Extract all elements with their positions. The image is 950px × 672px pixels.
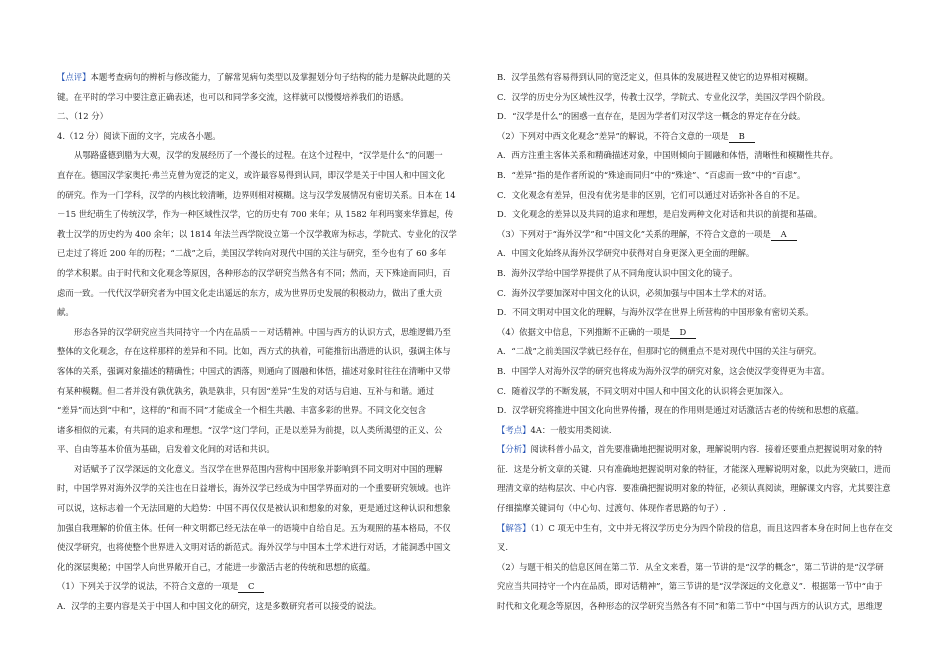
passage-line: 虑而一致。一代代汉学研究者为中国文化走出遥远的东方，成为世界历史发展的积极动力，做出了重大贡	[57, 287, 443, 298]
jieda2-line: 究应当共同持守一个内在品质，即对话精神”，第三节讲的是“汉学深远的文化意义”．根据第一节中“由于	[497, 581, 883, 592]
q2-option-c: C．文化观念有差异，但没有优劣是非的区别，它们可以通过对话弥补各自的不足。	[497, 189, 805, 200]
passage-line: 化的深层奥秘；中国学人向世界敞开自己，才能进一步激活古老的传统和思想的底蕴。	[57, 561, 376, 572]
passage-line: 有某种模糊。但二者并没有孰优孰劣，孰是孰非，只有因“差异”生发的对话与启迪、互补与和谐。通过	[57, 385, 435, 396]
q1-option-c: C．汉学的历史分为区域性汉学，传教士汉学，学院式、专业化汉学，美国汉学四个阶段。	[497, 91, 831, 102]
passage-paragraph-3	[57, 460, 489, 578]
passage-line: 整体的文化观念，存在这样那样的差异和不同。比如，西方式的执着，可能推衍出潜进的认识，强调主体与	[57, 346, 451, 357]
q2-option-b: B．“差异”指的是作者所说的“殊途而同归”中的“殊途”、“百虑而一致”中的“百虑”。	[497, 169, 806, 180]
passage-paragraph-2	[57, 323, 489, 460]
passage-line: 已走过了将近 200 年的历程；“二战”之后，美国汉学转向对现代中国的关注与研究，至今也有了 60 多年	[57, 248, 447, 259]
fenxi-line-2: 征．这是分析文章的关键．只有准确地把握说明对象的特征，才能深入理解说明对象，以此为突破口，进而	[497, 463, 891, 474]
q2-answer: B	[729, 131, 755, 143]
passage-line: 从鄂路盛德到腊为大观，汉学的发展经历了一个漫长的过程。在这个过程中，“汉学是什么”的问题一	[74, 150, 443, 161]
q1-option-d: D．“汉学是什么”的困惑一直存在，是因为学者们对汉学这一概念的界定存在分歧。	[497, 111, 806, 122]
q4-option-d: D．汉学研究将推进中国文化向世界传播，现在的作用则是通过对话激活古老的传统和思想的底蕴。	[497, 405, 864, 416]
comment-tag: 【点评】	[57, 72, 91, 82]
kaodian-tag: 【考点】	[497, 424, 531, 435]
passage-line: 献。	[57, 307, 74, 318]
passage-line: 可以说，这标志着一个无法回避的大趋势：中国不再仅仅是被认识和想象的对象，更是通过这种认识和想象	[57, 503, 451, 514]
jieda-tag: 【解答】	[497, 522, 531, 533]
q4-stem: （4）依据文中信息，下列推断不正确的一项是 D	[497, 323, 897, 343]
q1-option-b: B．汉学虽然有容易得到认同的宽泛定义，但具体的发展进程又使它的边界相对模糊。	[497, 72, 814, 82]
q2-option-a: A．西方注重主客体关系和精确描述对象，中国则倾向于圆融和体悟，清晰性和模糊性共存。	[497, 150, 839, 161]
q3-option-b: B．海外汉学给中国学界提供了从不同角度认识中国文化的镜子。	[497, 267, 738, 278]
q1-answer: C	[238, 581, 264, 593]
q1-stem: （1）下列关于汉学的说法，不符合文意的一项是 C	[57, 577, 489, 597]
q4-option-c: C．随着汉学的不断发展，不同文明对中国人和中国文化的认识将会更加深入。	[497, 385, 789, 396]
passage-line: 的研究。作为一门学科，汉学的内核比较清晰，边界则相对模糊。这与汉学发展情况有密切关系。日本在 14	[57, 189, 456, 200]
passage-line: 教士汉学的历史约为 400 余年；以 1814 年法兰西学院设立第一个汉学教席为标志，学院式、专业化的汉学	[57, 228, 457, 239]
passage-line: 时，中国学界对海外汉学的关注也在日益增长，海外汉学已经成为中国学界面对的一个重要研究领域。也许	[57, 483, 451, 494]
q2-stem: （2）下列对中西文化观念“差异”的解说，不符合文意的一项是 B	[497, 127, 897, 147]
jieda-line-1: 【解答】（1）C 项无中生有，文中并无将汉学历史分为四个阶段的信息，而且这四者本身在时间上也存在交	[497, 522, 893, 533]
comment-line-2: 键。在平时的学习中要注意正确表述，也可以和同学多交流，这样就可以慢慢培养我们的语感。	[57, 91, 409, 102]
fenxi-line-4: 仔细揣摩关键词句（中心句、过渡句、体现作者思路的句子）.	[497, 503, 726, 514]
q3-option-a: A．中国文化始终从海外汉学研究中获得对自身更深入更全面的理解。	[497, 248, 755, 259]
passage-line: 使汉学研究，也将使整个世界进入文明对话的新范式。海外汉学与中国本土学术进行对话，才能洞悉中国文	[57, 542, 451, 553]
passage-paragraph-1	[57, 146, 489, 322]
kaodian-line: 【考点】4A：一般实用类阅读.	[497, 424, 612, 435]
fenxi-line-1: 【分析】阅读科普小品文，首先要准确地把握说明对象，理解说明内容．接着还要重点把握说明对象的特	[497, 444, 883, 455]
right-column	[497, 68, 897, 617]
q1-option-a: A．汉学的主要内容是关于中国人和中国文化的研究，这是多数研究者可以接受的说法。	[57, 601, 382, 612]
jieda2-line: 时代和文化观念等原因，各种形态的汉学研究当然各有不同”和第二节中“中国与西方的认识方式，思维逻	[497, 601, 883, 612]
fenxi-tag: 【分析】	[497, 444, 531, 455]
q3-option-c: C．海外汉学要加深对中国文化的认识，必须加强与中国本土学术的对话。	[497, 287, 772, 298]
jieda2-line: （2）与题干相关的信息区间在第二节．从全文来看，第一节讲的是“汉学的概念”，第二节讲的是“汉学研	[497, 561, 884, 572]
passage-line: 直存在。德国汉学家奥托·弗兰克曾为宽泛的定义，或许最容易得到认同，即汉学是关于中国人和中国文化	[57, 169, 445, 180]
passage-line: －15 世纪萌生了传统汉学，作为一种区域性汉学，它的历史有 700 来年；从 1582 年利玛窦来华算起，传	[57, 209, 454, 220]
comment-line-1: 【点评】本题考查病句的辨析与修改能力，了解常见病句类型以及掌握划分句子结构的能力是解决此题的关	[57, 72, 451, 82]
q3-answer: A	[771, 229, 797, 241]
passage-line: 形态各异的汉学研究应当共同持守一个内在品质－－对话精神。中国与西方的认识方式，思维逻辑乃至	[74, 326, 451, 337]
q3-stem: （3）下列对于“海外汉学”和“中国文化”关系的理解，不符合文意的一项是 A	[497, 225, 897, 245]
q3-option-d: D．不同文明对中国文化的理解，与海外汉学在世界上所营构的中国形象有密切关系。	[497, 307, 814, 318]
fenxi-line-3: 理清文章的结构层次、中心内容．要准确把握说明对象的特征，必须认真阅读，理解课文内容，尤其要注意	[497, 483, 891, 494]
q2-option-d: D．文化观念的差异以及共同的追求和理想，是启发两种文化对话和共识的前提和基础。	[497, 209, 822, 220]
jieda-line-2: 叉.	[497, 542, 509, 553]
passage-line: 对话赋予了汉学深远的文化意义。当汉学在世界范围内营构中国形象并影响到不同文明对中国的理解	[74, 463, 443, 474]
question-heading: 4.（12 分）阅读下面的文字，完成各小题。	[57, 130, 221, 141]
passage-line: 诸多相似的元素，有共同的追求和理想。“汉学”这门学问，正是以差异为前提，以人类所渴望的正义、公	[57, 424, 443, 435]
q4-option-a: A．“二战”之前美国汉学就已经存在，但那时它的侧重点不是对现代中国的关注与研究。	[497, 346, 822, 357]
section-heading: 二、（12 分）	[57, 111, 108, 122]
q4-answer: D	[670, 327, 696, 339]
passage-line: 平、自由等基本价值为基础，启发着文化间的对话和共识。	[57, 444, 275, 455]
passage-line: 的学术积累。由于时代和文化观念等原因，各种形态的汉学研究当然各有不同；然而，天下殊途而同归，百	[57, 267, 451, 278]
passage-line: 加强自我理解的价值主体。任何一种文明都已经无法在单一的语境中自给自足。五为观照的基本格局，不仅	[57, 522, 451, 533]
q4-option-b: B．中国学人对海外汉学的研究也将成为海外汉学的研究对象，这会使汉学变得更为丰富。	[497, 365, 830, 376]
passage-line: 客体的关系，强调对象描述的精确性；中国式的洒落，则通向了圆融和体悟，描述对象时往往在清晰中又带	[57, 365, 451, 376]
passage-line: “差异”而达到“中和”，这样的“和而不同”才能成全一个相生共融、丰富多彩的世界。不同文化交包含	[57, 405, 427, 416]
left-column	[57, 68, 489, 617]
